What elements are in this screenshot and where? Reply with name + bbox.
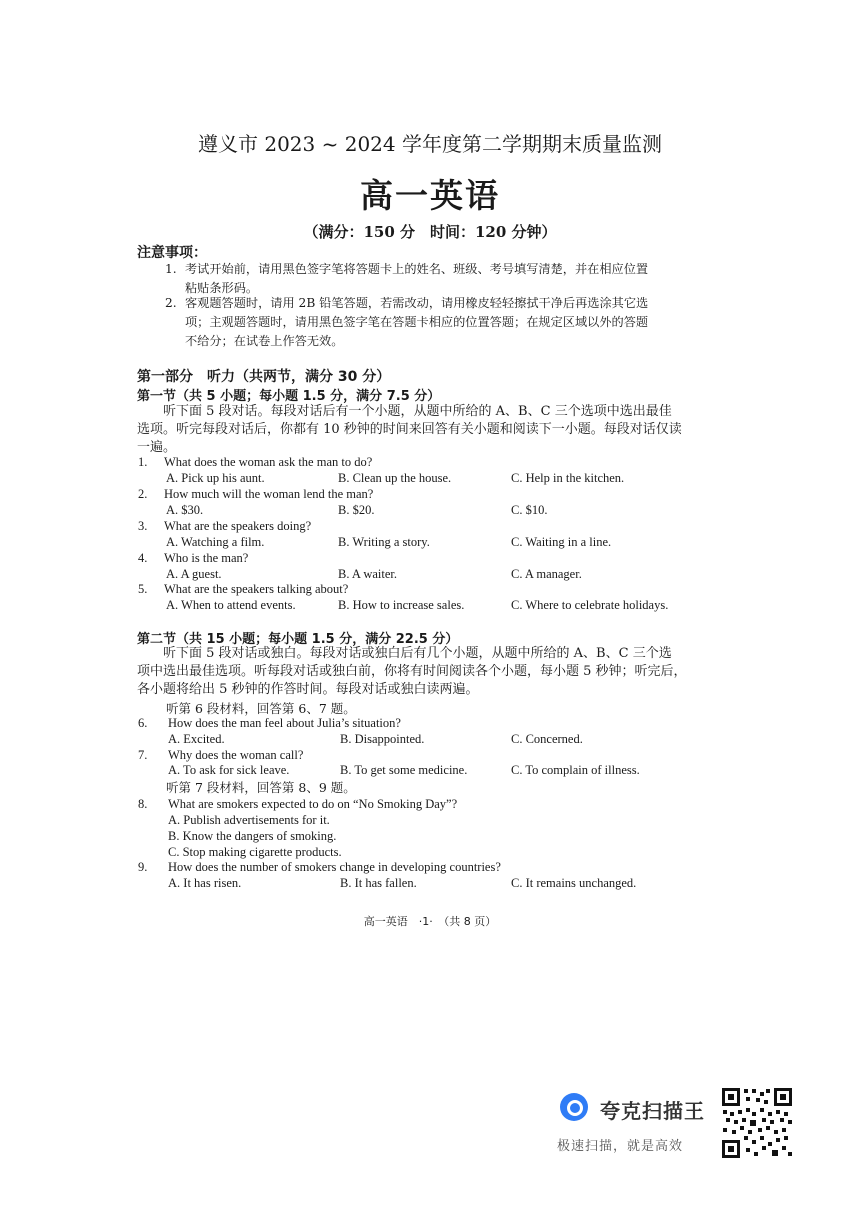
notice-line: 粘贴条形码。: [185, 281, 259, 295]
option-c: C. Help in the kitchen.: [511, 471, 625, 485]
section-instructions: [137, 403, 682, 457]
question-text: How does the man feel about Julia’s situation?: [168, 716, 401, 730]
option-a: A. Excited.: [168, 732, 225, 746]
question-text: How much will the woman lend the man?: [164, 487, 374, 501]
option-c: C. Stop making cigarette products.: [168, 845, 342, 859]
question-text: What are the speakers talking about?: [164, 582, 349, 596]
instruction-line: 一遍。: [137, 440, 177, 455]
instruction-line: 选项。听完每段对话后，你都有 10 秒钟的时间来回答有关小题和阅读下一小题。每段对话仅读: [137, 422, 682, 437]
question-text: What are smokers expected to do on “No Smoking Day”?: [168, 797, 458, 811]
option-a: A. Pick up his aunt.: [166, 471, 265, 485]
quark-logo-icon: [560, 1093, 588, 1121]
option-a: A. Publish advertisements for it.: [168, 813, 330, 827]
notice-line: 不给分；在试卷上作答无效。: [185, 334, 344, 348]
question-number: 4.: [138, 551, 148, 565]
notice-heading: 注意事项：: [137, 245, 207, 261]
option-c: C. Where to celebrate holidays.: [511, 598, 669, 612]
listening-direction: 听第 7 段材料，回答第 8、9 题。: [166, 780, 356, 795]
instruction-line: 听下面 5 段对话或独白。每段对话或独白后有几个小题，从题中所给的 A、B、C 三个选: [137, 646, 672, 661]
watermark-brand: 夸克扫描王: [600, 1099, 705, 1123]
option-a: A. When to attend events.: [166, 598, 296, 612]
option-b: B. It has fallen.: [340, 876, 417, 890]
question-number: 8.: [138, 797, 148, 811]
option-c: C. Waiting in a line.: [511, 535, 612, 549]
instruction-line: 听下面 5 段对话。每段对话后有一个小题，从题中所给的 A、B、C 三个选项中选出最佳: [137, 404, 672, 419]
option-b: B. How to increase sales.: [338, 598, 465, 612]
section-heading: 第二节（共 15 小题；每小题 1.5 分，满分 22.5 分）: [137, 632, 459, 647]
option-a: A. $30.: [166, 503, 204, 517]
question-number: 7.: [138, 748, 148, 762]
option-b: B. Disappointed.: [340, 732, 425, 746]
question-text: What are the speakers doing?: [164, 519, 312, 533]
exam-subtitle: 遵义市 2023 ~ 2024 学年度第二学期期末质量监测: [198, 132, 662, 156]
option-c: C. $10.: [511, 503, 548, 517]
notice-item-number: 2.: [165, 296, 177, 310]
watermark-slogan: 极速扫描，就是高效: [557, 1139, 684, 1154]
option-c: C. A manager.: [511, 567, 582, 581]
question-text: How does the number of smokers change in developing countries?: [168, 860, 501, 874]
exam-title: 高一英语: [360, 176, 500, 215]
notice-line: 项；主观题答题时，请用黑色签字笔在答题卡相应的位置答题；在规定区域以外的答题: [185, 315, 649, 329]
qr-code-icon: [720, 1086, 794, 1160]
option-a: A. It has risen.: [168, 876, 242, 890]
notice-line: 客观题答题时，请用 2B 铅笔答题，若需改动，请用橡皮轻轻擦拭干净后再选涂其它选: [185, 296, 649, 310]
option-b: B. Writing a story.: [338, 535, 430, 549]
notice-line: 考试开始前，请用黑色签字笔将答题卡上的姓名、班级、考号填写清楚，并在相应位置: [185, 262, 649, 276]
question-text: Why does the woman call?: [168, 748, 304, 762]
instruction-line: 项中选出最佳选项。听每段对话或独白前，你将有时间阅读各个小题，每小题 5 秒钟；听完后，: [137, 664, 687, 679]
option-c: C. Concerned.: [511, 732, 583, 746]
instruction-line: 各小题将给出 5 秒钟的作答时间。每段对话或独白读两遍。: [137, 682, 479, 697]
option-c: C. It remains unchanged.: [511, 876, 637, 890]
section-heading: 第一节（共 5 小题；每小题 1.5 分，满分 7.5 分）: [137, 389, 441, 404]
option-a: A. Watching a film.: [166, 535, 265, 549]
option-a: A. A guest.: [166, 567, 222, 581]
part-heading: 第一部分 听力（共两节，满分 30 分）: [137, 369, 391, 385]
option-a: A. To ask for sick leave.: [168, 763, 290, 777]
option-c: C. To complain of illness.: [511, 763, 640, 777]
question-number: 1.: [138, 455, 148, 469]
exam-info: （满分：150 分 时间：120 分钟）: [303, 223, 557, 241]
listening-direction: 听第 6 段材料，回答第 6、7 题。: [166, 701, 356, 716]
question-number: 5.: [138, 582, 148, 596]
notice-item-number: 1.: [165, 262, 177, 276]
question-number: 6.: [138, 716, 148, 730]
option-b: B. $20.: [338, 503, 375, 517]
section-instructions: [137, 645, 687, 699]
question-number: 3.: [138, 519, 148, 533]
question-number: 9.: [138, 860, 148, 874]
option-b: B. Know the dangers of smoking.: [168, 829, 337, 843]
option-b: B. A waiter.: [338, 567, 398, 581]
question-text: What does the woman ask the man to do?: [164, 455, 373, 469]
question-number: 2.: [138, 487, 148, 501]
page-footer: 高一英语 ·1· （共 8 页）: [363, 915, 497, 928]
option-b: B. Clean up the house.: [338, 471, 452, 485]
option-b: B. To get some medicine.: [340, 763, 468, 777]
question-text: Who is the man?: [164, 551, 249, 565]
